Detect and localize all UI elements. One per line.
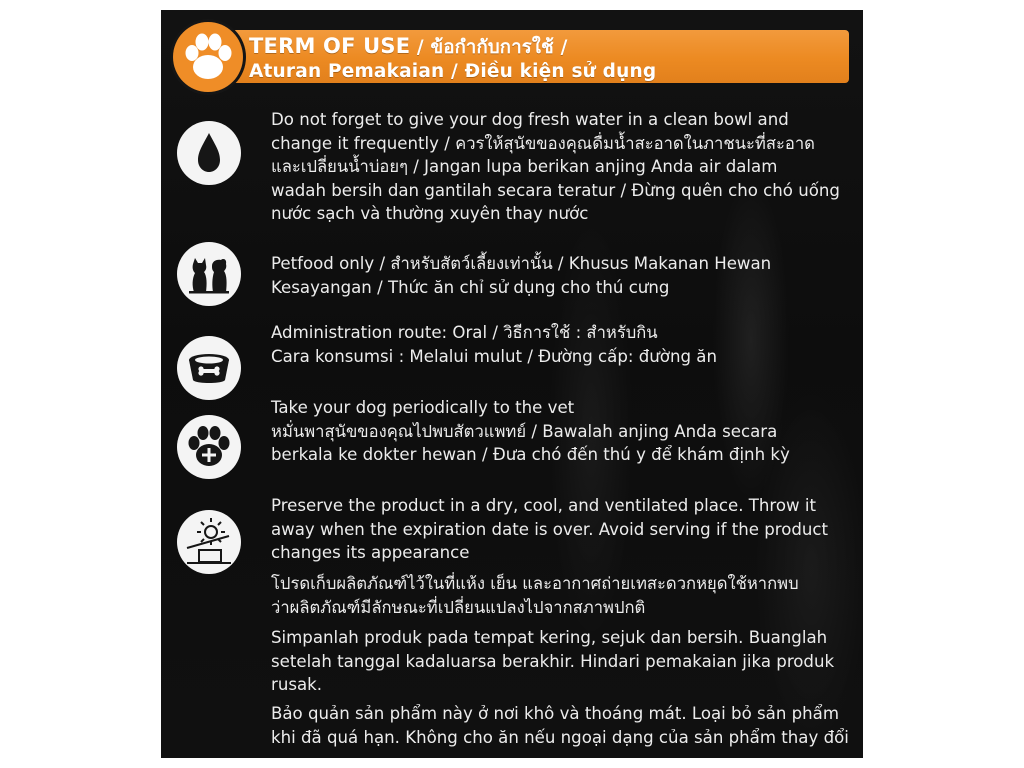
text-line: Kesayangan / Thức ăn chỉ sử dụng cho thú cưng (271, 277, 670, 297)
text-line: rusak. (271, 675, 323, 695)
text-line: และเปลี่ยนน้ำบ่อยๆ / Jangan lupa berikan anjing Anda air dalam (271, 157, 778, 177)
text-line: changes its appearance (271, 543, 470, 563)
title-line-2: Aturan Pemakaian / Điều kiện sử dụng (249, 61, 657, 82)
text-line: Do not forget to give your dog fresh water in a clean bowl and (271, 110, 789, 129)
storage-instruction-id (271, 626, 851, 697)
storage-instruction-vi (271, 702, 851, 749)
sun-storage-icon (177, 510, 241, 574)
text-line: Cara konsumsi : Melalui mulut / Đường cấp: đường ăn (271, 346, 717, 366)
text-line: change it frequently / ควรให้สุนัขของคุณดื่มน้ำสะอาดในภาชนะที่สะอาด (271, 133, 815, 153)
administration-route (271, 321, 851, 368)
text-line: away when the expiration date is over. Avoid serving if the product (271, 519, 829, 539)
title-thai: / ข้อกำกับการใช้ / (410, 37, 568, 58)
text-line: setelah tanggal kadaluarsa berakhir. Hindari pemakaian jika produk (271, 651, 835, 671)
paw-icon (173, 22, 243, 92)
text-line: Preserve the product in a dry, cool, and ventilated place. Throw it (271, 496, 817, 515)
title-term-of-use: TERM OF USE (249, 34, 411, 58)
water-instruction (271, 108, 851, 226)
text-line: หมั่นพาสุนัขของคุณไปพบสัตวแพทย์ / Bawalah anjing Anda secara (271, 421, 778, 441)
pet-bowl-icon (177, 336, 241, 400)
text-line: โปรดเก็บผลิตภัณฑ์ไว้ในที่แห้ง เย็น และอากาศถ่ายเทสะดวกหยุดใช้หากพบ (271, 574, 799, 593)
text-line: ว่าผลิตภัณฑ์มีลักษณะที่เปลี่ยนแปลงไปจากสภาพปกติ (271, 597, 646, 617)
text-line: wadah bersih dan gantilah secara teratur / Đừng quên cho chó uống (271, 180, 840, 200)
vet-instruction (271, 396, 851, 467)
petfood-instruction (271, 252, 851, 299)
cat-and-dog-icon (177, 242, 241, 306)
page-title (249, 34, 656, 84)
text-line: Petfood only / สำหรับสัตว์เลี้ยงเท่านั้น / Khusus Makanan Hewan (271, 254, 772, 273)
text-line: Take your dog periodically to the vet (271, 398, 575, 417)
text-line: Administration route: Oral / วิธีการใช้ : สำหรับกิน (271, 323, 658, 342)
water-drop-icon (177, 121, 241, 185)
text-line: Simpanlah produk pada tempat kering, sejuk dan bersih. Buanglah (271, 628, 828, 647)
packaging-photo (161, 10, 863, 758)
text-line: nước sạch và thường xuyên thay nước (271, 204, 589, 224)
vet-paw-cross-icon (177, 415, 241, 479)
text-line: Bảo quản sản phẩm này ở nơi khô và thoáng mát. Loại bỏ sản phẩm (271, 704, 839, 723)
storage-instruction-th (271, 572, 851, 619)
text-line: khi đã quá hạn. Không cho ăn nếu ngoại dạng của sản phẩm thay đổi (271, 727, 849, 747)
storage-instruction-en (271, 494, 851, 565)
text-line: berkala ke dokter hewan / Đưa chó đến thú y để khám định kỳ (271, 445, 790, 465)
